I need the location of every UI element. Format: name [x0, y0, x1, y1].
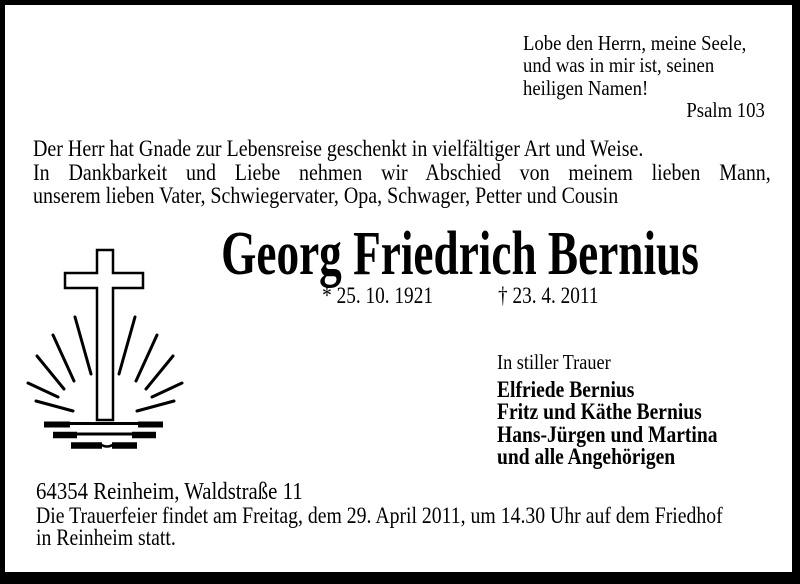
deceased-name: Georg Friedrich Bernius: [221, 220, 699, 288]
psalm-line: Lobe den Herrn, meine Seele,: [523, 31, 747, 55]
psalm-quote: [523, 32, 767, 122]
psalm-attribution: Psalm 103: [686, 98, 765, 123]
mourner-name: Hans-Jürgen und Martina: [497, 421, 718, 447]
intro-line-3: unserem lieben Vater, Schwiegervater, Opa, Schwager, Petter und Cousin: [33, 183, 619, 210]
intro-paragraph: [33, 138, 771, 209]
death-date: † 23. 4. 2011: [498, 283, 599, 309]
intro-line-2: In Dankbarkeit und Liebe nehmen wir Abschied von meinem lieben Mann,: [33, 159, 771, 186]
mourner-name: und alle Angehörigen: [497, 443, 676, 469]
mourning-block: [497, 351, 778, 468]
mourning-header: In stiller Trauer: [497, 350, 611, 374]
cross-rays-water-icon: [25, 243, 190, 458]
ceremony-info: [36, 503, 723, 551]
water-lines: [44, 424, 163, 447]
psalm-line: und was in mir ist, seinen: [523, 53, 715, 78]
address-line: 64354 Reinheim, Waldstraße 11: [36, 478, 303, 505]
mourner-name: Elfriede Bernius: [497, 377, 635, 402]
intro-line-1: Der Herr hat Gnade zur Lebensreise geschenkt in vielfältiger Art und Weise.: [33, 136, 644, 162]
ceremony-line-1: Die Trauerfeier findet am Freitag, dem 29. April 2011, um 14.30 Uhr auf dem Friedhof: [36, 503, 723, 529]
life-dates: [130, 284, 790, 309]
psalm-line: heiligen Namen!: [523, 75, 649, 100]
birth-date: * 25. 10. 1921: [322, 283, 434, 309]
mourner-name: Fritz und Käthe Bernius: [497, 399, 702, 425]
ceremony-line-2: in Reinheim statt.: [36, 524, 176, 551]
